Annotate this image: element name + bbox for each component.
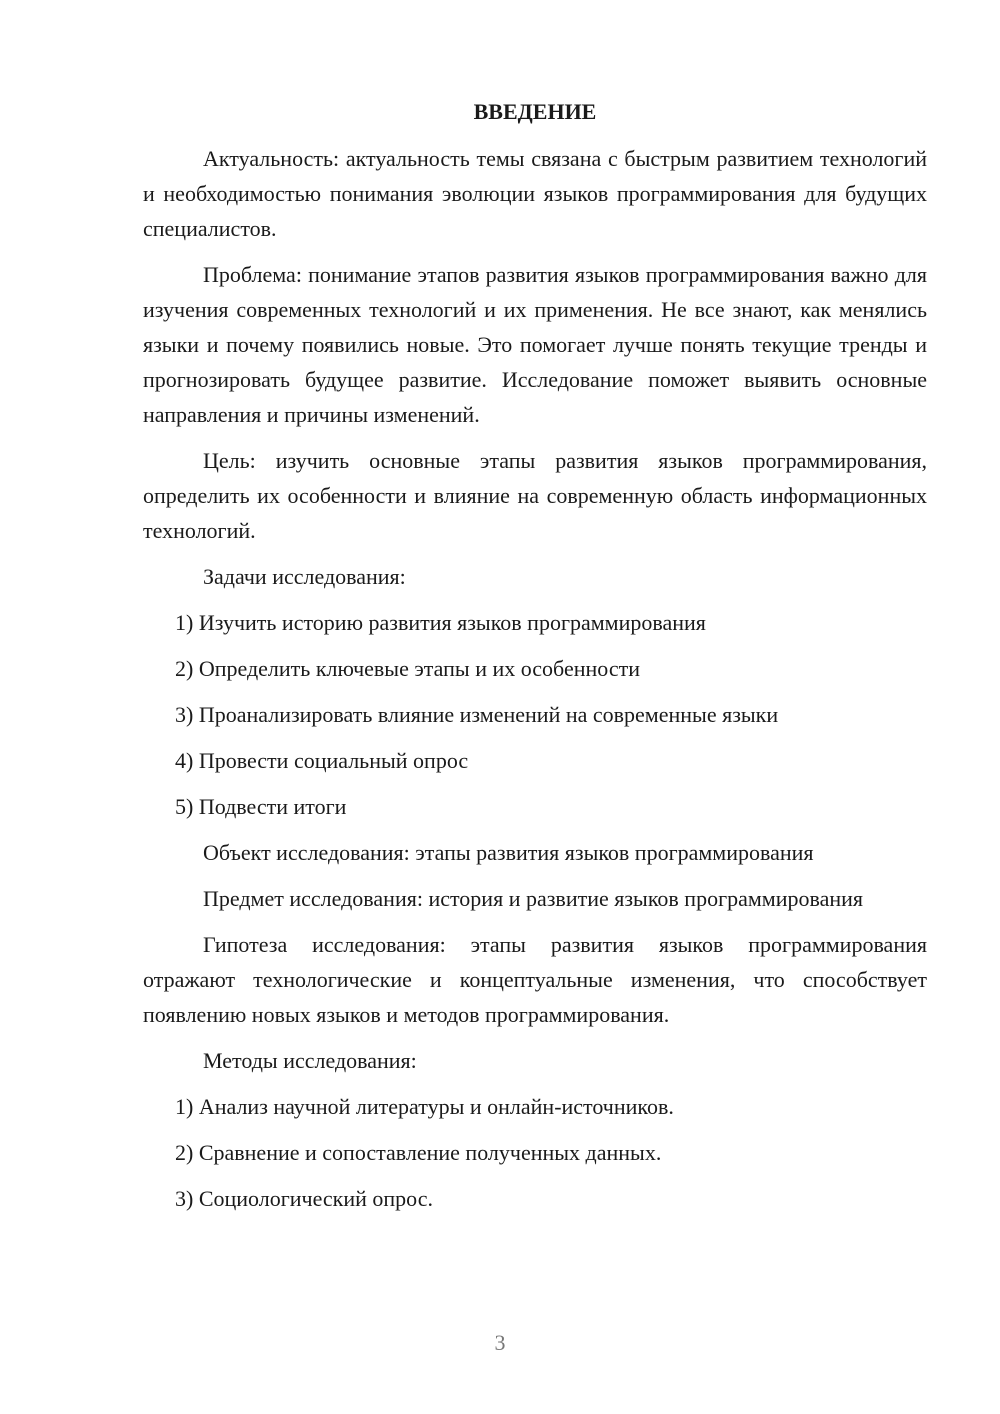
goal-paragraph: Цель: изучить основные этапы развития языков программирования, определить их особенности и влияние на современную область информационных технологий. — [143, 448, 927, 543]
object-line: Объект исследования: этапы развития языков программирования — [203, 840, 814, 865]
task-item: 1) Изучить историю развития языков программирования — [175, 610, 706, 635]
tasks-title: Задачи исследования: — [203, 564, 406, 589]
task-item: 4) Провести социальный опрос — [175, 748, 469, 773]
task-item: 5) Подвести итоги — [175, 794, 347, 819]
method-item: 1) Анализ научной литературы и онлайн-источников. — [175, 1094, 674, 1119]
document-body — [143, 94, 927, 1227]
subject-paragraph: Предмет исследования: история и развитие языков программирования — [203, 886, 863, 911]
problem-paragraph: Проблема: понимание этапов развития языков программирования важно для изучения современных технологий и их применения. Не все знают, как менялись языки и почему появились новые. Это помогает лучше понять текущие тренды и прогнозировать будущее развитие. Исследование поможет выявить основные направления и причины изменений. — [143, 262, 927, 427]
page-number: 3 — [494, 1330, 506, 1355]
task-item: 2) Определить ключевые этапы и их особенности — [175, 656, 640, 681]
hypothesis-paragraph: Гипотеза исследования: этапы развития языков программирования отражают технологические и концептуальные изменения, что способствует появлению новых языков и методов программирования. — [143, 932, 927, 1027]
methods-title: Методы исследования: — [203, 1048, 417, 1073]
method-item: 2) Сравнение и сопоставление полученных данных. — [175, 1140, 662, 1165]
method-item: 3) Социологический опрос. — [175, 1186, 433, 1211]
section-heading: ВВЕДЕНИЕ — [473, 99, 597, 124]
relevance-paragraph: Актуальность: актуальность темы связана с быстрым развитием технологий и необходимостью понимания эволюции языков программирования для будущих специалистов. — [143, 146, 927, 241]
task-item: 3) Проанализировать влияние изменений на современные языки — [175, 702, 779, 727]
